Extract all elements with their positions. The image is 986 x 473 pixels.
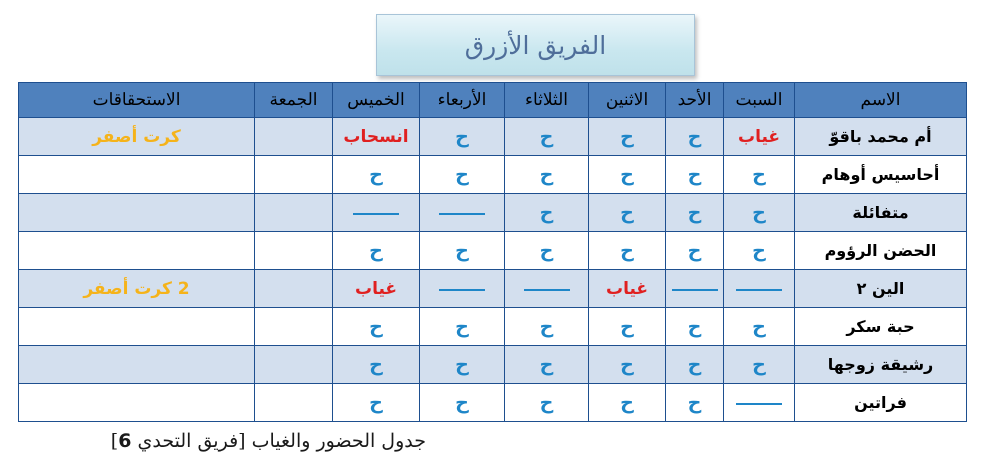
cell-sat [724, 346, 795, 384]
dues-cell [19, 194, 255, 232]
cell-mon [589, 156, 666, 194]
cell-tue [505, 384, 589, 422]
present-mark: ح [539, 201, 554, 224]
col-header-mon: الاثنين [589, 83, 666, 118]
cell-mon [589, 270, 666, 308]
present-mark: ح [539, 315, 554, 338]
dash-mark [439, 289, 485, 291]
cell-wed [420, 118, 505, 156]
present-mark: ح [455, 315, 469, 338]
present-mark: ح [687, 125, 702, 148]
member-name: أحاسيس أوهام [795, 156, 967, 194]
dues-cell [19, 156, 255, 194]
cell-fri [255, 346, 333, 384]
cell-tue [505, 270, 589, 308]
cell-tue [505, 308, 589, 346]
dash-mark [524, 289, 570, 291]
cell-mon [589, 232, 666, 270]
dues-value: كرت أصفر [92, 126, 181, 147]
cell-fri [255, 156, 333, 194]
present-mark: ح [620, 391, 634, 414]
cell-wed [420, 346, 505, 384]
cell-sun [666, 194, 724, 232]
cell-sat [724, 384, 795, 422]
cell-fri [255, 194, 333, 232]
present-mark: ح [687, 315, 702, 338]
cell-wed [420, 270, 505, 308]
absence-mark: غياب [605, 278, 649, 299]
cell-sun [666, 308, 724, 346]
cell-mon [589, 384, 666, 422]
present-mark: ح [752, 239, 766, 262]
present-mark: ح [620, 315, 634, 338]
dues-cell [19, 384, 255, 422]
col-header-tue: الثلاثاء [505, 83, 589, 118]
present-mark: ح [687, 163, 702, 186]
caption-close: ] [110, 430, 119, 452]
col-header-sun: الأحد [666, 83, 724, 118]
dash-mark [736, 289, 782, 291]
attendance-table [18, 82, 967, 422]
cell-mon [589, 118, 666, 156]
dues-cell [19, 232, 255, 270]
cell-sat [724, 194, 795, 232]
col-header-thu: الخميس [333, 83, 420, 118]
cell-sun [666, 346, 724, 384]
present-mark: ح [369, 163, 383, 186]
present-mark: ح [539, 391, 554, 414]
table-row [19, 346, 967, 384]
table-row [19, 270, 967, 308]
col-header-wed: الأربعاء [420, 83, 505, 118]
present-mark: ح [455, 125, 469, 148]
col-header-dues: الاستحقاقات [19, 83, 255, 118]
present-mark: ح [539, 163, 554, 186]
member-name: حبة سكر [795, 308, 967, 346]
caption-text: جدول الحضور والغياب [فريق التحدي [137, 430, 426, 452]
present-mark: ح [455, 391, 469, 414]
cell-fri [255, 308, 333, 346]
present-mark: ح [687, 391, 702, 414]
col-header-sat: السبت [724, 83, 795, 118]
cell-mon [589, 194, 666, 232]
present-mark: ح [620, 125, 634, 148]
cell-tue [505, 346, 589, 384]
absence-mark: غياب [354, 278, 398, 299]
member-name: متفائلة [795, 194, 967, 232]
dash-mark [353, 213, 399, 215]
table-row [19, 308, 967, 346]
cell-thu [333, 232, 420, 270]
caption-number: 6 [118, 430, 132, 452]
cell-sun [666, 156, 724, 194]
present-mark: ح [687, 353, 702, 376]
cell-sat [724, 232, 795, 270]
present-mark: ح [455, 239, 469, 262]
cell-sun [666, 118, 724, 156]
cell-thu [333, 156, 420, 194]
cell-fri [255, 384, 333, 422]
present-mark: ح [752, 201, 766, 224]
present-mark: ح [687, 201, 702, 224]
dash-mark [736, 403, 782, 405]
present-mark: ح [455, 353, 469, 376]
present-mark: ح [752, 315, 766, 338]
cell-thu [333, 384, 420, 422]
present-mark: ح [369, 239, 383, 262]
cell-mon [589, 346, 666, 384]
dash-mark [672, 289, 718, 291]
member-name: أم محمد باقوّ [795, 118, 967, 156]
cell-wed [420, 308, 505, 346]
cell-sun [666, 270, 724, 308]
cell-fri [255, 118, 333, 156]
present-mark: ح [687, 239, 702, 262]
table-caption [111, 430, 426, 452]
cell-sat [724, 118, 795, 156]
cell-thu [333, 270, 420, 308]
cell-tue [505, 118, 589, 156]
cell-fri [255, 270, 333, 308]
table-row [19, 156, 967, 194]
cell-tue [505, 194, 589, 232]
cell-wed [420, 384, 505, 422]
table-row [19, 194, 967, 232]
member-name: فراتين [795, 384, 967, 422]
present-mark: ح [369, 315, 383, 338]
present-mark: ح [539, 353, 554, 376]
present-mark: ح [752, 163, 766, 186]
team-title: الفريق الأزرق [464, 30, 607, 60]
dues-cell [19, 118, 255, 156]
cell-tue [505, 232, 589, 270]
header-row [19, 83, 967, 118]
cell-fri [255, 232, 333, 270]
cell-mon [589, 308, 666, 346]
present-mark: ح [539, 125, 554, 148]
member-name: الين ٢ [795, 270, 967, 308]
cell-sat [724, 156, 795, 194]
cell-thu [333, 308, 420, 346]
cell-tue [505, 156, 589, 194]
cell-sat [724, 270, 795, 308]
dash-mark [439, 213, 485, 215]
dues-value: 2 كرت أصفر [83, 278, 190, 299]
col-header-name: الاسم [795, 83, 967, 118]
cell-wed [420, 194, 505, 232]
member-name: رشيقة زوجها [795, 346, 967, 384]
dues-cell [19, 270, 255, 308]
present-mark: ح [620, 201, 634, 224]
cell-sun [666, 232, 724, 270]
present-mark: ح [455, 163, 469, 186]
absence-mark: انسحاب [343, 126, 409, 147]
cell-wed [420, 232, 505, 270]
present-mark: ح [620, 353, 634, 376]
team-title-box [376, 14, 695, 76]
member-name: الحضن الرؤوم [795, 232, 967, 270]
absence-mark: غياب [737, 126, 781, 147]
dues-cell [19, 346, 255, 384]
present-mark: ح [620, 239, 634, 262]
table-row [19, 384, 967, 422]
cell-wed [420, 156, 505, 194]
present-mark: ح [620, 163, 634, 186]
cell-sun [666, 384, 724, 422]
cell-thu [333, 118, 420, 156]
table-row [19, 118, 967, 156]
present-mark: ح [369, 353, 383, 376]
present-mark: ح [539, 239, 554, 262]
present-mark: ح [369, 391, 383, 414]
table-row [19, 232, 967, 270]
present-mark: ح [752, 353, 766, 376]
dues-cell [19, 308, 255, 346]
cell-thu [333, 346, 420, 384]
cell-thu [333, 194, 420, 232]
cell-sat [724, 308, 795, 346]
col-header-fri: الجمعة [255, 83, 333, 118]
